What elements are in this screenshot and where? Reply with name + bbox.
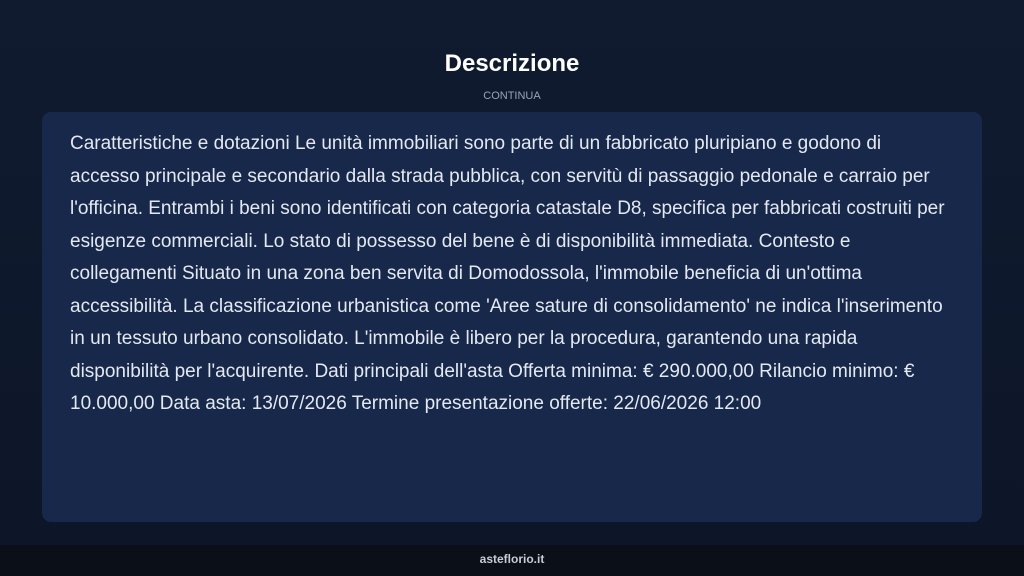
description-text: Caratteristiche e dotazioni Le unità immobiliari sono parte di un fabbricato pluripiano e godono di accesso principale e secondario dalla strada pubblica, con servitù di passaggio pedonale e carraio per l'officina. Entrambi i beni sono identificati con categoria catastale D8, specifica per fabbricati costruiti per esigenze commerciali. Lo stato di possesso del bene è di disponibilità immediata. Contesto e collegamenti Situato in una zona ben servita di Domodossola, l'immobile beneficia di un'ottima accessibilità. La classificazione urbanistica come 'Aree sature di consolidamento' ne indica l'inserimento in un tessuto urbano consolidato. L'immobile è libero per la procedura, garantendo una rapida disponibilità per l'acquirente. Dati principali dell'asta Offerta minima: € 290.000,00 Rilancio minimo: € 10.000,00 Data asta: 13/07/2026 Termine presentazione offerte: 22/06/2026 12:00 xyxy=(70,133,945,414)
page-title: Descrizione xyxy=(444,50,580,77)
footer-bar xyxy=(0,545,1024,576)
description-card xyxy=(42,112,982,522)
footer-site-label: asteflorio.it xyxy=(479,552,545,566)
continue-label: CONTINUA xyxy=(483,90,541,102)
